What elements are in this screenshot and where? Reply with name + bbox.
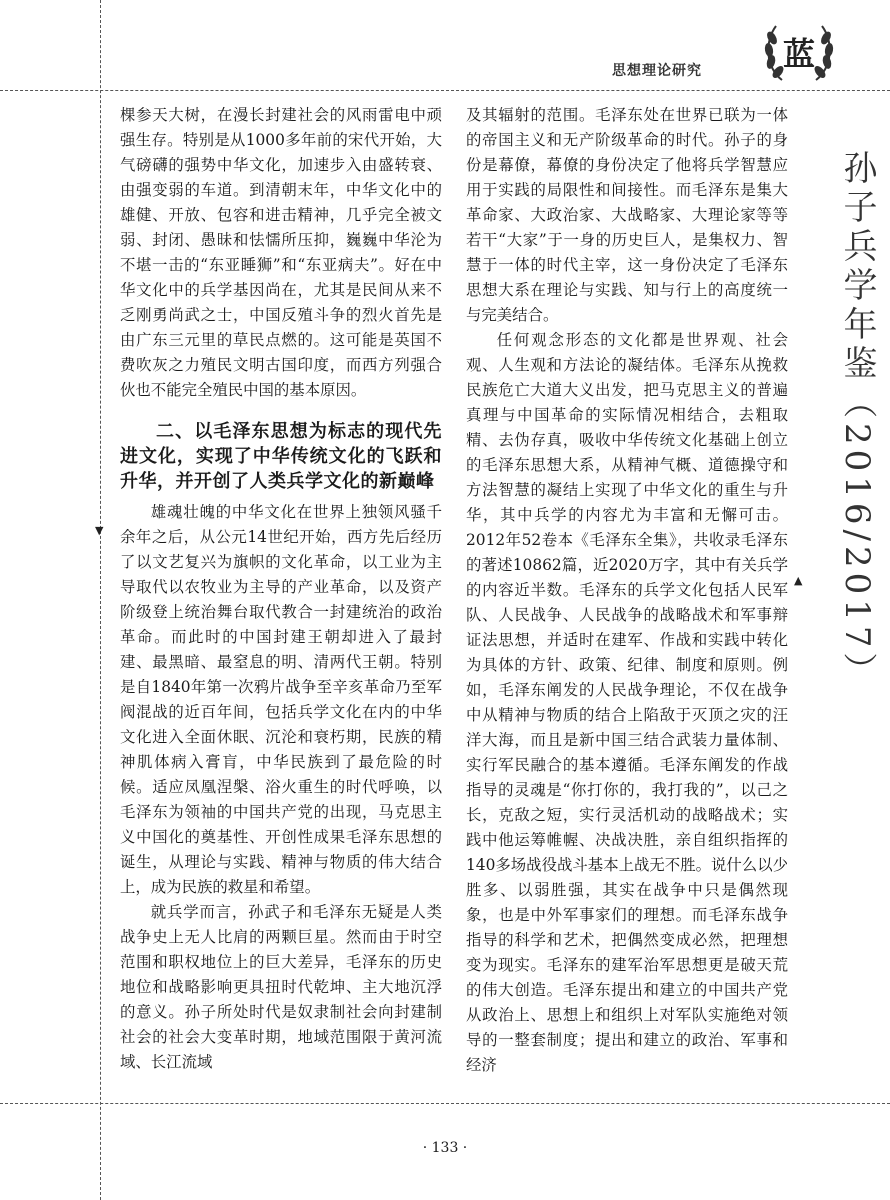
right-column: [466, 103, 788, 1078]
section-heading: 二、以毛泽东思想为标志的现代先进文化，实现了中华传统文化的飞跃和升华，并开创了人类兵学文化的新巅峰: [120, 421, 442, 492]
left-column: [120, 103, 442, 1075]
page-number: · 133 ·: [422, 1140, 468, 1156]
emblem-graphic: [760, 18, 838, 88]
right-paragraph-2: 任何观念形态的文化都是世界观、社会观、人生观和方法论的凝结体。毛泽东从挽救民族危亡大道大义出发，把马克思主义的普遍真理与中国革命的实际情况相结合，去粗取精、去伪存真，吸收中华传统文化基础上创立的毛泽东思想大系，从精神气概、道德操守和方法智慧的凝结上实现了中华文化的重生与升华，其中兵学的内容尤为丰富和无懈可击。2012年52卷本《毛泽东全集》，共收录毛泽东的著述10862篇，近2020万字，其中有关兵学的内容近半数。毛泽东的兵学文化包括人民军队、人民战争、人民战争的战略战术和军事辩证法思想，并适时在建军、作战和实践中转化为具体的方针、政策、纪律、制度和原则。例如，毛泽东阐发的人民战争理论，不仅在战争中从精神与物质的结合上陷敌于灭顶之灾的汪洋大海，而且是新中国三结合武装力量体制、实行军民融合的基本遵循。毛泽东阐发的作战指导的灵魂是“你打你的，我打我的”，以己之长，克敌之短，实行灵活机动的战略战术；实践中他运筹帷幄、决战决胜，亲自组织指挥的140多场战役战斗基本上战无不胜。说什么以少胜多、以弱胜强，其实在战争中只是偶然现象，也是中外军事家们的理想。而毛泽东战争指导的科学和艺术，把偶然变成必然，把理想变为现实。毛泽东的建军治军思想更是破天荒的伟大创造。毛泽东提出和建立的中国共产党从政治上、思想上和组织上对军队实施绝对领导的一整套制度；提出和建立的政治、军事和经济: [466, 331, 788, 1074]
header-rule: [0, 90, 890, 91]
left-margin-line: [100, 0, 101, 1200]
down-triangle-icon: ▼: [95, 524, 104, 537]
up-triangle-icon: ▲: [794, 574, 803, 587]
yearbook-title: 孙子兵学年鉴（2016/2017）: [837, 150, 877, 692]
laurel-wreath-icon: [760, 18, 838, 88]
left-paragraph-1: 棵参天大树，在漫长封建社会的风雨雷电中顽强生存。特别是从1000多年前的宋代开始，大气磅礴的强势中华文化，加速步入由盛转衰、由强变弱的车道。到清朝末年，中华文化中的雄健、开放、包容和进击精神，几乎完全被文弱、封闭、愚昧和怯懦所压抑，巍巍中华沦为不堪一击的“东亚睡狮”和“东亚病夫”。好在中华文化中的兵学基因尚在，尤其是民间从来不乏刚勇尚武之士，中国反殖斗争的烈火首先是由广东三元里的草民点燃的。这可能是英国不费吹灰之力殖民文明古国印度，而西方列强合伙也不能完全殖民中国的基本原因。: [120, 106, 442, 399]
footer-rule: [0, 1103, 890, 1104]
right-paragraph-1: 及其辐射的范围。毛泽东处在世界已联为一体的帝国主义和无产阶级革命的时代。孙子的身份是幕僚，幕僚的身份决定了他将兵学智慧应用于实践的局限性和间接性。而毛泽东是集大革命家、大政治家、大战略家、大理论家等等若干“大家”于一身的历史巨人，是集权力、智慧于一体的时代主宰，这一身份决定了毛泽东思想大系在理论与实践、知与行上的高度统一与完美结合。: [466, 106, 788, 324]
emblem-glyph: 蓝: [782, 35, 816, 73]
left-paragraph-2: 雄魂壮魄的中华文化在世界上独领风骚千余年之后，从公元14世纪开始，西方先后经历了以文艺复兴为旗帜的文化革命，以工业为主导取代以农牧业为主导的产业革命，以及资产阶级登上统治舞台取代教合一封建统治的政治革命。而此时的中国封建王朝却进入了最封建、最黑暗、最窒息的明、清两代王朝。特别是自1840年第一次鸦片战争至辛亥革命乃至军阀混战的近百年间，包括兵学文化在内的中华文化进入全面休眠、沉沦和衰朽期，民族的精神肌体病入膏肓，中华民族到了最危险的时候。适应凤凰涅槃、浴火重生的时代呼唤，以毛泽东为领袖的中国共产党的出现，马克思主义中国化的奠基性、开创性成果毛泽东思想的诞生，从理论与实践、精神与物质的伟大结合上，成为民族的救星和希望。: [120, 503, 442, 896]
section-label: 思想理论研究: [612, 63, 702, 79]
left-paragraph-3: 就兵学而言，孙武子和毛泽东无疑是人类战争史上无人比肩的两颗巨星。然而由于时空范围和职权地位上的巨大差异，毛泽东的历史地位和战略影响更具扭时代乾坤、主大地沉浮的意义。孙子所处时代是奴隶制社会向封建制社会的社会大变革时期，地域范围限于黄河流域、长江流域: [120, 903, 442, 1071]
